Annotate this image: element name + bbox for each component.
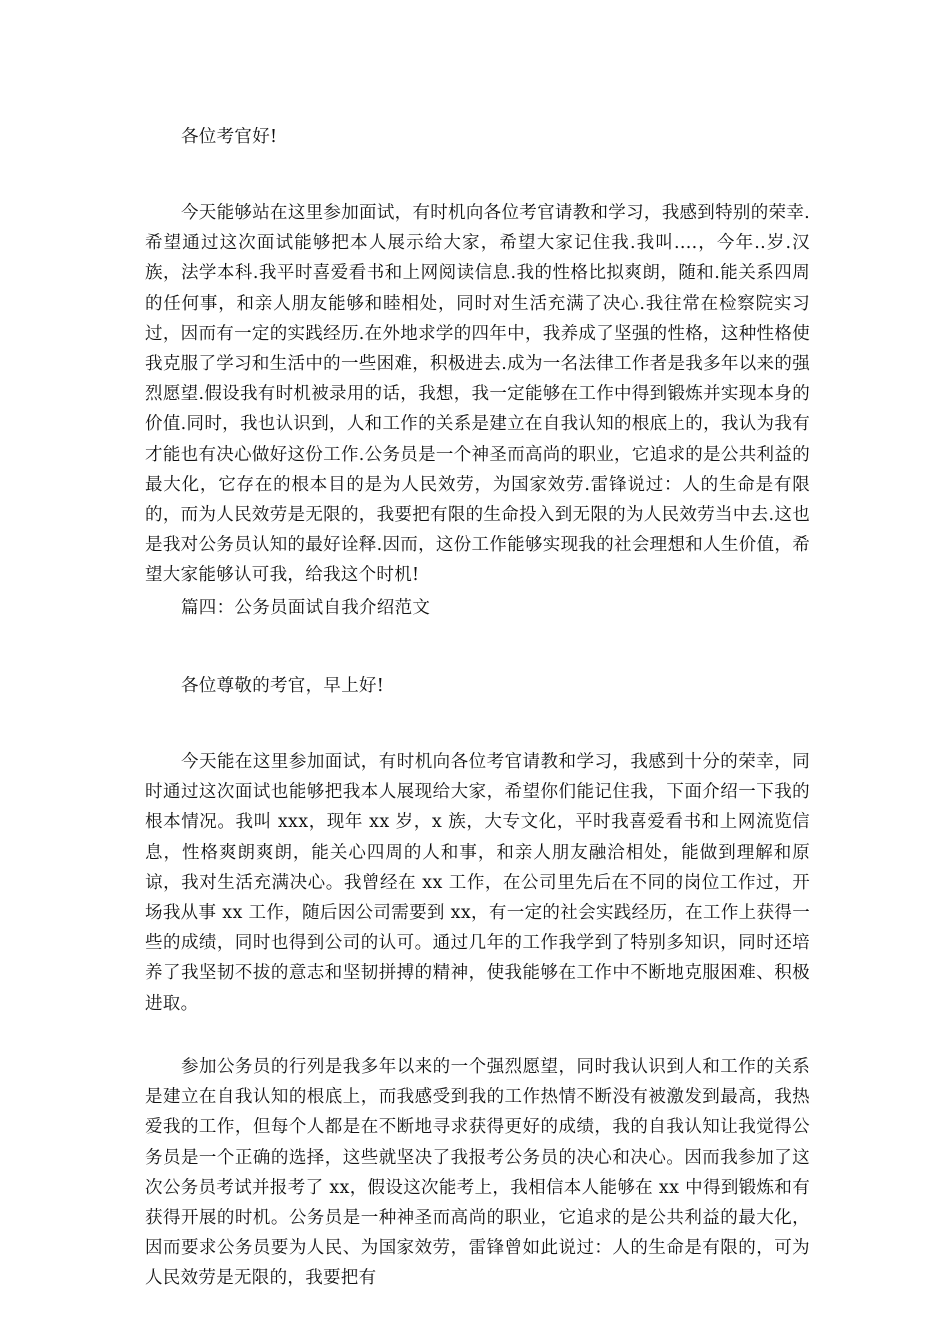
- paragraph-3: 参加公务员的行列是我多年以来的一个强烈愿望，同时我认识到人和工作的关系是建立在自我认知的根底上，而我感受到我的工作热情不断没有被激发到最高，我热爱我的工作，但每个人都是在不断地寻求获得更好的成绩，我的自我认知让我觉得公务员是一个正确的选择，这些就坚决了我报考公务员的决心和决心。因而我参加了这次公务员考试并报考了 xx，假设这次能考上，我相信本人能够在 xx 中得到锻炼和有获得开展的时机。公务员是一种神圣而高尚的职业，它追求的是公共利益的最大化，因而要求公务员要为人民、为国家效劳，雷锋曾如此说过：人的生命是有限的，可为人民效劳是无限的，我要把有: [145, 1057, 810, 1289]
- paragraph-1: 今天能够站在这里参加面试，有时机向各位考官请教和学习，我感到特别的荣幸.希望通过这次面试能够把本人展示给大家，希望大家记住我.我叫....，今年..岁.汉族，法学本科.我平时喜爱看书和上网阅读信息.我的性格比拟爽朗，随和.能关系四周的任何事，和亲人朋友能够和睦相处，同时对生活充满了决心.我往常在检察院实习过，因而有一定的实践经历.在外地求学的四年中，我养成了坚强的性格，这种性格使我克服了学习和生活中的一些困难，积极进去.成为一名法律工作者是我多年以来的强烈愿望.假设我有时机被录用的话，我想，我一定能够在工作中得到锻炼并实现本身的价值.同时，我也认识到，人和工作的关系是建立在自我认知的根底上的，我认为我有才能也有决心做好这份工作.公务员是一个神圣而高尚的职业，它追求的是公共利益的最大化，它存在的根本目的是为人民效劳，为国家效劳.雷锋说过：人的生命是有限的，而为人民效劳是无限的，我要把有限的生命投入到无限的为人民效劳当中去.这也是我对公务员认知的最好诠释.因而，这份工作能够实现我的社会理想和人生价值，希望大家能够认可我，给我这个时机!: [145, 203, 810, 586]
- greeting-1: 各位考官好!: [181, 127, 278, 147]
- greeting-2: 各位尊敬的考官，早上好!: [181, 676, 385, 696]
- paragraph-2: 今天能在这里参加面试，有时机向各位考官请教和学习，我感到十分的荣幸，同时通过这次面试也能够把我本人展现给大家，希望你们能记住我，下面介绍一下我的根本情况。我叫 xxx，现年 xx 岁，x 族，大专文化，平时我喜爱看书和上网流览信息，性格爽朗爽朗，能关心四周的人和事，和亲人朋友融洽相处，能做到理解和原谅，我对生活充满决心。我曾经在 xx 工作，在公司里先后在不同的岗位工作过，开场我从事 xx 工作，随后因公司需要到 xx，有一定的社会实践经历，在工作上获得一些的成绩，同时也得到公司的认可。通过几年的工作我学到了特别多知识，同时还培养了我坚韧不拔的意志和坚韧拼搏的精神，使我能够在工作中不断地克服困难、积极进取。: [145, 752, 810, 1014]
- section-heading: 篇四：公务员面试自我介绍范文: [181, 598, 431, 618]
